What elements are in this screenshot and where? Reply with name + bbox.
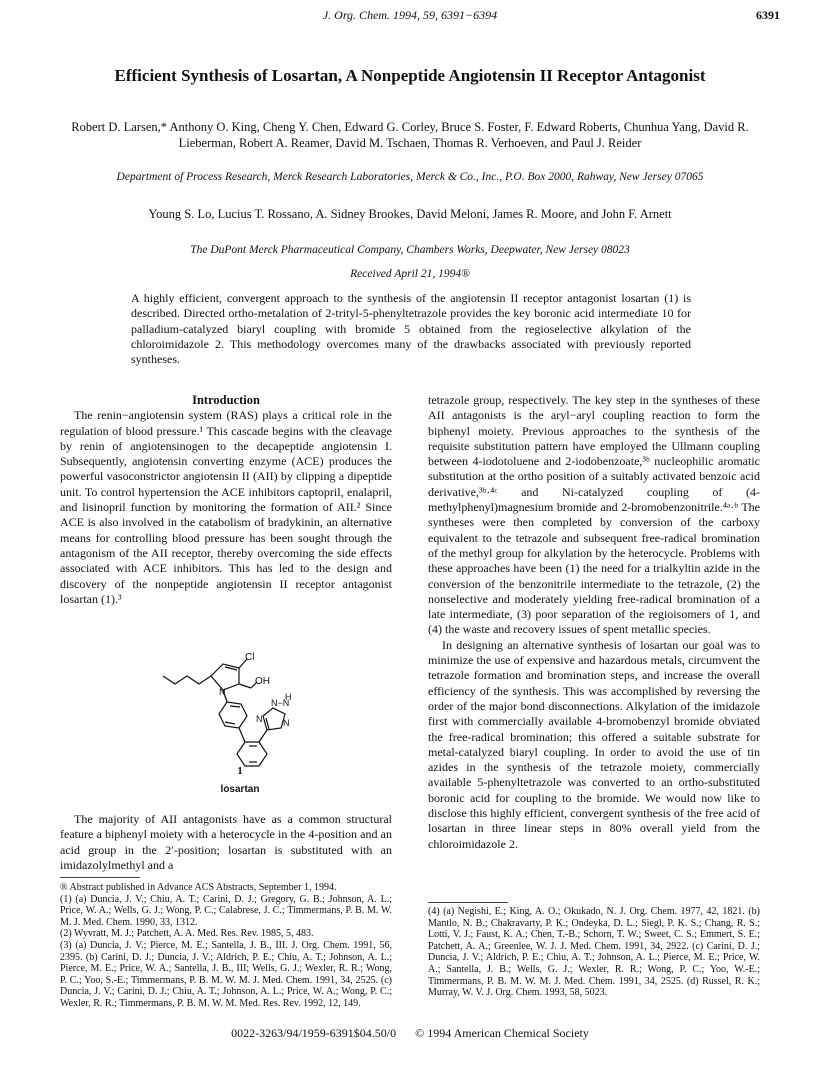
article-title: Efficient Synthesis of Losartan, A Nonpeptide Angiotensin II Receptor Antagonist [114, 66, 706, 85]
compound-number: 1 [237, 765, 243, 777]
authors-dupont: Young S. Lo, Lucius T. Rossano, A. Sidney Brookes, David Meloni, James R. Moore, and John F. Arnett [148, 207, 672, 221]
received-date: Received April 21, 1994® [350, 268, 470, 280]
label-imidazole-n: N [219, 687, 226, 697]
intro-paragraph-2: The majority of AII antagonists have as a common structural feature a biphenyl moiety with a heterocycle in the 4-position and an acid group in the 2′-position; losartan is substituted with an imidazolylmethyl and a [60, 812, 392, 872]
footnote-3: (3) (a) Duncia, J. V.; Pierce, M. E.; Santella, J. B., III. J. Org. Chem. 1991, 56, 2395. (b) Carini, D. J.; Duncia, J. V.; Aldrich, P. E.; Chiu, A. T.; Johnson, A. L.; Pierce, M. E.; Price, W. A.; Santella, J. B., III; Wells, G. J.; Wexler, R. R.; Wong, P. C.; Yoo, S.-E.; Timmermans, P. B. M. W. M. J. Med. Chem. 1991, 34, 2525. (c) Duncia, J. V.; Carini, D. J.; Chiu, A. T.; Johnson, A. L.; Price, W. A.; Wong, P. C.; Wexler, R. R.; Timmermans, P. B. M. W. M. Med. Res. Rev. 1992, 12, 149. [60, 939, 392, 1009]
intro-paragraph-1: The renin−angiotensin system (RAS) plays a critical role in the regulation of blood pressure.¹ This cascade begins with the cleavage by renin of angiotensinogen to the decapeptide angiotensin I. Subsequently, angiotensin converting enzyme (ACE) produces the powerful vasoconstrictor angiotensin II (AII) by clipping a dipeptide unit. To control hypertension the ACE inhibitors captopril, enalapril, and lisinopril function by monitoring the formation of AII.² Since ACE is also involved in the catabolism of bradykinin, an alternative means for controlling blood pressure has been sought through the antagonism of the AII receptor, thereby overcoming the side effects associated with ACE inhibitors. This has led to the design and discovery of the nonpeptide angiotensin II receptor antagonist losartan (1).³ [60, 408, 392, 606]
label-cl: Cl [245, 652, 255, 663]
footnote-2: (2) Wyvratt, M. J.; Patchett, A. A. Med. Res. Rev. 1985, 5, 483. [60, 928, 314, 940]
page-number: 6391 [756, 8, 780, 22]
label-oh: OH [255, 676, 270, 687]
footnote-rule-left [60, 877, 140, 878]
journal-citation: J. Org. Chem. 1994, 59, 6391−6394 [322, 8, 498, 22]
abstract: A highly efficient, convergent approach to the synthesis of the angiotensin II receptor antagonist losartan (1) is described. Directed ortho-metalation of 2-trityl-5-phenyltetrazole provides the key boronic acid intermediate 10 for palladium-catalyzed biaryl coupling with bromide 5 obtained from the regioselective alkylation of the chloroimidazole 2. This methodology overcomes many of the drawbacks associated with previously reported syntheses. [131, 291, 691, 367]
compound-name: losartan [220, 784, 260, 795]
footnote-4: (4) (a) Negishi, E.; King, A. O.; Okukado, N. J. Org. Chem. 1977, 42, 1821. (b) Mantlo, N. B.; Chakravarty, P. K.; Ondeyka, D. L.; Siegl, P. K. S.; Chang, R. S.; Lotti, V. J.; Faust, K. A.; Chen, T.-B.; Schorn, T. W.; Sweet, C. S.; Emmert, S. E.; Patchett, A. A.; Greenlee, W. J. J. Med. Chem. 1991, 34, 2922. (c) Carini, D. J.; Duncia, J. V.; Aldrich, P. E.; Chiu, A. T.; Johnson, A. L.; Pierce, M. E.; Price, W. A.; Santella, J. B.; Wells, G. J.; Wexler, R. R.; Wong, P. C.; Yoo, W.-E.; Timmermans, P. B. M. W. M. J. Med. Chem. 1991, 34, 2525. (d) Russel, R. K.; Murray, W. V. J. Org. Chem. 1993, 58, 5023. [428, 906, 760, 999]
left-column-lower [60, 812, 392, 873]
affiliation-dupont: The DuPont Merck Pharmaceutical Company, Chambers Works, Deepwater, New Jersey 08023 [190, 244, 630, 256]
footnote-1: (1) (a) Duncia, J. V.; Chiu, A. T.; Carini, D. J.; Gregory, G. B.; Johnson, A. L.; Price, W. A.; Wells, G. J.; Wong, P. C.; Calabrese, J. C.; Timmermans, P. B. M. W. M. J. Med. Chem. 1990, 33, 1312. [60, 893, 392, 928]
right-paragraph-1: tetrazole group, respectively. The key step in the syntheses of these AII antagonists is the aryl−aryl coupling reaction to form the biphenyl moiety. Previous approaches to the synthesis of the requisite substitution pattern have employed the Ullmann coupling between 4-iodotoluene and 2-iodobenzoate,³ᵇ nucleophilic aromatic substitution at the ortho position of a suitably activated benzoic acid derivative,³ᵇ·⁴ᶜ and Ni-catalyzed coupling of (4-methylphenyl)magnesium bromide and 2-bromobenzonitrile.⁴ᵃ·ᵇ The syntheses were then completed by conversion of the carboxy equivalent to the tetrazole and subsequent free-radical bromination of the methyl group for alkylation by the heterocycle. Problems with these approaches have been (1) the need for a trialkyltin azide in the conversion of the benzonitrile intermediate to the tetrazole, (2) the nonselective and moderately yielding free-radical bromination of a late intermediate, (3) poor separation of the regioisomers of 1, and (4) the waste and recovery issues of spent metallic species. [428, 393, 760, 637]
right-column [428, 393, 760, 852]
footnotes-right [428, 906, 760, 999]
affiliation-merck: Department of Process Research, Merck Research Laboratories, Merck & Co., Inc., P.O. Box 2000, Rahway, New Jersey 07065 [116, 171, 704, 183]
left-column [60, 393, 392, 607]
right-paragraph-2: In designing an alternative synthesis of losartan our goal was to minimize the use of expensive and hazardous metals, circumvent the tetrazole formation and bromination steps, and increase the overall efficiency of the synthesis. This was accomplished by reversing the order of the major bond disconnections. Alkylation of the imidazole first with commercially available 4-bromobenzyl bromide obviated the free-radical bromination; this offered a suitable substrate for metal-catalyzed biaryl coupling. In order to avoid the use of tin azides in the synthesis of the tetrazole moiety, commercially available 5-phenyltetrazole was converted to an ortho-substituted boronic acid for coupling to the bromide. We would now like to disclose this highly efficient, convergent synthesis of the free acid of losartan in three linear steps in 80% overall yield from the chloroimidazole 2. [428, 637, 760, 851]
label-tetrazole-n-right: N [283, 718, 290, 728]
losartan-structure-drawing [145, 650, 335, 780]
page-footer [0, 1026, 820, 1041]
label-tetrazole-n-left: N [256, 714, 263, 724]
label-tetrazole-h: H [285, 692, 292, 702]
authors-merck: Robert D. Larsen,* Anthony O. King, Cheng Y. Chen, Edward G. Corley, Bruce S. Foster, F. Edward Roberts, Chunhua Yang, David R. Lieberman, Robert A. Reamer, David M. Tschaen, Thomas R. Verhoeven, and Paul J. Reider [71, 120, 749, 150]
losartan-structure-figure [145, 650, 335, 800]
footnotes-left [60, 882, 392, 1010]
footnote-abstract-published: ® Abstract published in Advance ACS Abstracts, September 1, 1994. [60, 882, 337, 893]
running-header [0, 8, 820, 24]
article-code: 0022-3263/94/1959-6391$04.50/0 [231, 1026, 397, 1040]
footnote-rule-right [428, 902, 508, 903]
copyright: © 1994 American Chemical Society [415, 1026, 589, 1040]
label-tetrazole-nn: N−N [271, 698, 290, 708]
section-heading-introduction: Introduction [192, 393, 260, 407]
